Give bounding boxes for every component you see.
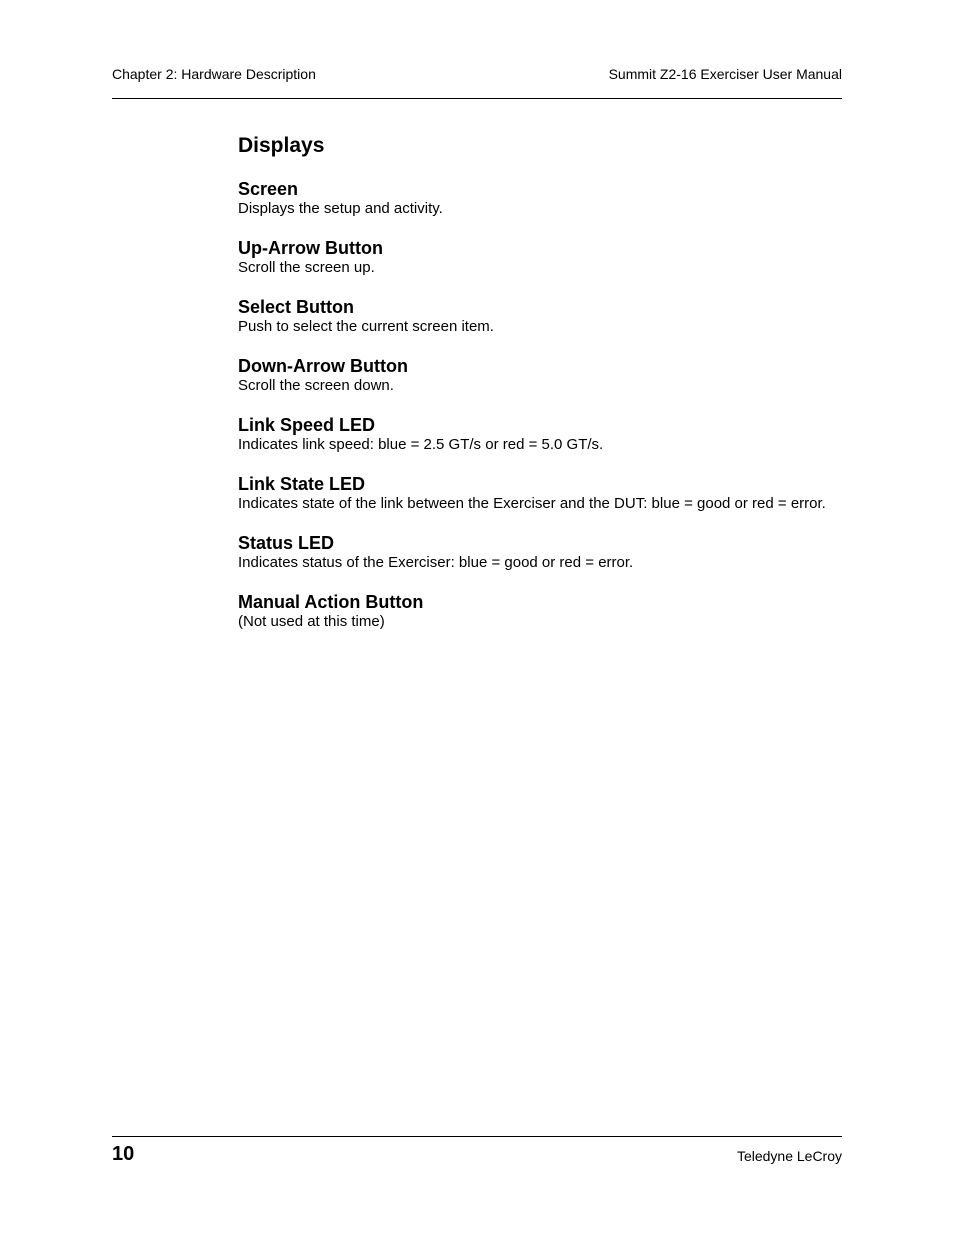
manual-title: Summit Z2-16 Exerciser User Manual: [608, 66, 842, 82]
item-description: Push to select the current screen item.: [238, 318, 494, 335]
item-up-arrow-button: [238, 238, 848, 277]
item-down-arrow-button: [238, 356, 848, 395]
footer-rule: [112, 1136, 842, 1137]
item-select-button: [238, 297, 848, 336]
item-title: Link Speed LED: [238, 415, 376, 435]
item-title: Select Button: [238, 297, 355, 317]
section-title: Displays: [238, 134, 325, 157]
page-number: 10: [112, 1143, 135, 1165]
page-footer: [112, 1143, 842, 1173]
item-description: Indicates state of the link between the Exerciser and the DUT: blue = good or red = error.: [238, 495, 826, 512]
header-rule: [112, 98, 842, 99]
item-description: Displays the setup and activity.: [238, 200, 443, 217]
item-title: Status LED: [238, 533, 335, 553]
item-screen: [238, 179, 848, 218]
item-status-led: [238, 533, 848, 572]
item-description: Scroll the screen up.: [238, 259, 375, 276]
item-title: Up-Arrow Button: [238, 238, 383, 258]
item-title: Down-Arrow Button: [238, 356, 408, 376]
chapter-title: Chapter 2: Hardware Description: [112, 66, 316, 82]
item-description: Scroll the screen down.: [238, 377, 394, 394]
item-title: Link State LED: [238, 474, 366, 494]
main-content: [238, 133, 848, 651]
item-link-state-led: [238, 474, 848, 513]
page-header: [112, 66, 842, 86]
item-title: Screen: [238, 179, 299, 199]
item-description: Indicates status of the Exerciser: blue = good or red = error.: [238, 554, 634, 571]
item-manual-action-button: [238, 592, 848, 631]
company-name: Teledyne LeCroy: [736, 1148, 842, 1164]
item-description: Indicates link speed: blue = 2.5 GT/s or red = 5.0 GT/s.: [238, 436, 604, 453]
item-title: Manual Action Button: [238, 592, 424, 612]
item-link-speed-led: [238, 415, 848, 454]
item-description: (Not used at this time): [238, 613, 385, 630]
